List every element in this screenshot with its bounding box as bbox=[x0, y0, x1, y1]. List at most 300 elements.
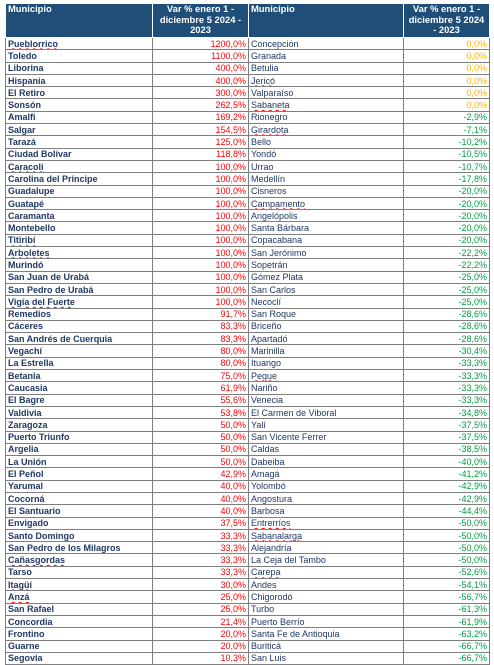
variation-cell bbox=[153, 419, 249, 431]
table-row bbox=[6, 456, 490, 468]
variation-cell bbox=[404, 148, 490, 160]
municipio-cell-text: Valdivia bbox=[8, 407, 42, 418]
variation-cell-text: -33,3% bbox=[458, 395, 487, 406]
header-municipio-2: Municipio bbox=[249, 4, 404, 38]
municipio-cell bbox=[6, 320, 153, 332]
variation-cell bbox=[404, 87, 490, 99]
table-row bbox=[6, 136, 490, 148]
municipio-cell-text: Ituango bbox=[251, 358, 282, 369]
variation-cell bbox=[404, 505, 490, 517]
variation-cell bbox=[404, 591, 490, 603]
municipio-cell-text: Dabeiba bbox=[251, 456, 285, 467]
variation-cell bbox=[153, 234, 249, 246]
municipio-cell-text: Granada bbox=[251, 50, 287, 61]
variation-cell-text: -28,6% bbox=[458, 321, 487, 332]
variation-cell-text: 0,0% bbox=[466, 75, 487, 86]
variation-cell-text: 21,4% bbox=[220, 616, 246, 627]
variation-cell-text: -50,0% bbox=[458, 518, 487, 529]
municipio-cell-text: Chigorodó bbox=[251, 592, 293, 602]
municipio-cell-text: La Estrella bbox=[8, 358, 54, 369]
variation-cell-text: 100,0% bbox=[215, 186, 246, 197]
variation-cell bbox=[404, 99, 490, 111]
municipio-cell-text: Murindó bbox=[8, 259, 44, 270]
variation-cell bbox=[404, 197, 490, 209]
table-row bbox=[6, 431, 490, 443]
municipio-cell-text: Bello bbox=[251, 137, 272, 148]
variation-cell bbox=[153, 406, 249, 418]
variation-cell-text: 100,0% bbox=[215, 296, 246, 307]
variation-cell bbox=[404, 431, 490, 443]
variation-cell-text: 100,0% bbox=[215, 198, 246, 209]
table-row bbox=[6, 124, 490, 136]
variation-cell bbox=[404, 480, 490, 492]
table-row bbox=[6, 406, 490, 418]
variation-cell-text: -20,0% bbox=[458, 235, 487, 246]
header-var-2: Var % enero 1 - diciembre 5 2024 - 2023 bbox=[404, 4, 490, 38]
variation-cell bbox=[153, 492, 249, 504]
variation-cell bbox=[153, 210, 249, 222]
variation-cell-text: 40,0% bbox=[220, 493, 246, 504]
municipio-cell-text: Yondó bbox=[251, 149, 277, 160]
variation-cell bbox=[404, 74, 490, 86]
municipio-cell bbox=[249, 62, 404, 74]
variation-cell bbox=[153, 62, 249, 74]
municipio-cell bbox=[6, 480, 153, 492]
municipio-cell-text: Carepa bbox=[251, 567, 281, 578]
municipio-cell bbox=[6, 628, 153, 640]
variation-cell-text: -20,0% bbox=[458, 210, 487, 221]
municipio-cell-text: El Carmen de Viboral bbox=[251, 407, 337, 418]
variation-cell-text: -41,2% bbox=[458, 469, 487, 480]
municipio-cell bbox=[6, 566, 153, 578]
municipio-cell bbox=[249, 111, 404, 123]
municipio-cell-text: San Jerónimo bbox=[251, 247, 307, 258]
variation-cell-text: 100,0% bbox=[215, 173, 246, 184]
table-row bbox=[6, 234, 490, 246]
table-row bbox=[6, 394, 490, 406]
municipio-cell-text: Entrerríos bbox=[251, 518, 291, 529]
variation-cell bbox=[153, 173, 249, 185]
municipio-cell-text: Vigía del Fuerte bbox=[8, 296, 75, 307]
municipio-cell bbox=[6, 603, 153, 615]
municipio-cell bbox=[249, 529, 404, 541]
municipio-cell bbox=[6, 382, 153, 394]
municipio-cell-text: San Vicente Ferrer bbox=[251, 432, 327, 443]
variation-cell-text: 40,0% bbox=[220, 505, 246, 516]
variation-cell bbox=[404, 271, 490, 283]
municipio-cell bbox=[249, 87, 404, 99]
municipio-cell bbox=[249, 259, 404, 271]
municipio-cell-text: Segovia bbox=[8, 653, 43, 664]
municipio-cell-text: Santo Domingo bbox=[8, 530, 75, 541]
municipio-cell bbox=[249, 603, 404, 615]
municipio-cell-text: Caramanta bbox=[8, 210, 55, 221]
municipio-cell-text: San Pedro de los Milagros bbox=[8, 542, 121, 553]
variation-cell bbox=[153, 283, 249, 295]
table-row bbox=[6, 296, 490, 308]
municipio-cell-text: Tarso bbox=[8, 567, 32, 578]
variation-cell-text: 100,0% bbox=[215, 272, 246, 283]
variation-cell-text: 100,0% bbox=[215, 223, 246, 234]
table-row bbox=[6, 382, 490, 394]
municipio-cell-text: Concordia bbox=[8, 616, 53, 627]
variation-cell-text: -33,3% bbox=[458, 370, 487, 381]
municipio-cell bbox=[249, 579, 404, 591]
variation-cell bbox=[153, 468, 249, 480]
municipality-variation-table bbox=[5, 3, 490, 665]
municipio-cell bbox=[249, 283, 404, 295]
municipio-cell bbox=[249, 554, 404, 566]
municipio-cell-text: San Rafael bbox=[8, 604, 55, 615]
municipio-cell bbox=[6, 210, 153, 222]
municipio-cell bbox=[249, 124, 404, 136]
variation-cell bbox=[404, 492, 490, 504]
table-row bbox=[6, 628, 490, 640]
variation-cell bbox=[153, 87, 249, 99]
variation-cell-text: 40,0% bbox=[220, 481, 246, 492]
municipio-cell-text: San Juan de Urabá bbox=[8, 272, 90, 283]
municipio-cell bbox=[6, 38, 153, 50]
variation-cell-text: -42,9% bbox=[458, 493, 487, 504]
variation-cell bbox=[404, 62, 490, 74]
municipio-cell bbox=[249, 542, 404, 554]
municipio-cell-text: Amalfi bbox=[8, 112, 36, 123]
variation-cell bbox=[153, 259, 249, 271]
municipio-cell bbox=[249, 456, 404, 468]
municipio-cell bbox=[249, 308, 404, 320]
municipio-cell bbox=[249, 431, 404, 443]
table-row bbox=[6, 591, 490, 603]
municipio-cell bbox=[249, 517, 404, 529]
variation-cell bbox=[404, 345, 490, 357]
variation-cell-text: -61,9% bbox=[458, 616, 487, 627]
municipio-cell-text: Hispania bbox=[8, 75, 46, 86]
variation-cell-text: 400,0% bbox=[215, 63, 246, 74]
variation-cell-text: 91,7% bbox=[220, 309, 246, 320]
variation-cell-text: -61,3% bbox=[458, 604, 487, 615]
variation-cell-text: 154,5% bbox=[215, 124, 246, 135]
municipio-cell bbox=[249, 99, 404, 111]
variation-cell bbox=[153, 271, 249, 283]
variation-cell bbox=[404, 222, 490, 234]
municipio-cell-text: Cisneros bbox=[251, 186, 287, 197]
variation-cell bbox=[153, 480, 249, 492]
variation-cell-text: -34,8% bbox=[458, 407, 487, 418]
municipio-cell-text: Betania bbox=[8, 370, 41, 381]
variation-cell bbox=[153, 308, 249, 320]
table-row bbox=[6, 210, 490, 222]
variation-cell-text: -66,7% bbox=[458, 653, 487, 664]
municipio-cell bbox=[6, 431, 153, 443]
variation-cell-text: 83,3% bbox=[220, 321, 246, 332]
table-row bbox=[6, 320, 490, 332]
municipio-cell-text: Liborina bbox=[8, 63, 44, 74]
variation-cell bbox=[153, 333, 249, 345]
table-row bbox=[6, 197, 490, 209]
municipio-cell bbox=[249, 197, 404, 209]
municipio-cell-text: Alejandría bbox=[251, 542, 292, 553]
variation-cell bbox=[404, 615, 490, 627]
municipio-cell bbox=[6, 74, 153, 86]
variation-cell-text: 53,8% bbox=[220, 407, 246, 418]
table-row bbox=[6, 62, 490, 74]
municipio-cell-text: Venecia bbox=[251, 395, 284, 406]
variation-cell bbox=[404, 443, 490, 455]
table-row bbox=[6, 38, 490, 50]
variation-cell bbox=[153, 222, 249, 234]
variation-cell-text: -50,0% bbox=[458, 555, 487, 566]
municipio-cell bbox=[6, 591, 153, 603]
municipio-cell-text: Pueblorrico bbox=[8, 38, 59, 49]
municipio-cell bbox=[249, 333, 404, 345]
municipio-cell bbox=[6, 357, 153, 369]
municipio-cell-text: El Retiro bbox=[8, 87, 46, 98]
variation-cell-text: 125,0% bbox=[215, 137, 246, 148]
variation-cell-text: -40,0% bbox=[458, 456, 487, 467]
municipio-cell-text: Angostura bbox=[251, 493, 293, 504]
variation-cell bbox=[153, 591, 249, 603]
variation-cell bbox=[404, 357, 490, 369]
municipio-cell-text: Sabaneta bbox=[251, 100, 290, 111]
municipio-cell-text: La Unión bbox=[8, 456, 47, 467]
municipio-cell bbox=[6, 197, 153, 209]
table-row bbox=[6, 603, 490, 615]
variation-cell-text: -25,0% bbox=[458, 284, 487, 295]
municipio-cell bbox=[6, 124, 153, 136]
variation-cell bbox=[404, 124, 490, 136]
variation-cell-text: 83,3% bbox=[220, 333, 246, 344]
municipio-cell bbox=[6, 111, 153, 123]
municipio-cell-text: Amagá bbox=[251, 469, 280, 480]
variation-cell bbox=[153, 566, 249, 578]
municipio-cell bbox=[6, 185, 153, 197]
municipio-cell-text: Yarumal bbox=[8, 481, 44, 492]
municipio-cell bbox=[6, 87, 153, 99]
variation-cell bbox=[153, 456, 249, 468]
variation-cell bbox=[153, 148, 249, 160]
variation-cell-text: 100,0% bbox=[215, 235, 246, 246]
municipio-cell bbox=[6, 308, 153, 320]
municipio-cell-text: Sopetrán bbox=[251, 259, 288, 270]
variation-cell bbox=[153, 603, 249, 615]
municipio-cell-text: San Carlos bbox=[251, 284, 296, 295]
variation-cell bbox=[404, 419, 490, 431]
variation-cell bbox=[153, 111, 249, 123]
variation-cell bbox=[404, 173, 490, 185]
variation-cell-text: 55,6% bbox=[220, 395, 246, 406]
variation-cell bbox=[404, 259, 490, 271]
variation-cell-text: -10,5% bbox=[458, 149, 487, 160]
table-row bbox=[6, 308, 490, 320]
variation-cell-text: -50,0% bbox=[458, 542, 487, 553]
variation-cell-text: 61,9% bbox=[220, 382, 246, 393]
variation-cell bbox=[153, 579, 249, 591]
municipio-cell bbox=[6, 456, 153, 468]
municipio-cell-text: Caldas bbox=[251, 444, 280, 455]
variation-cell bbox=[153, 640, 249, 652]
variation-cell-text: -25,0% bbox=[458, 296, 487, 307]
variation-cell bbox=[153, 652, 249, 664]
table-row bbox=[6, 333, 490, 345]
table-row bbox=[6, 283, 490, 295]
variation-cell-text: 300,0% bbox=[215, 87, 246, 98]
municipio-cell bbox=[249, 296, 404, 308]
variation-cell-text: -17,8% bbox=[458, 173, 487, 184]
variation-cell-text: -7,1% bbox=[463, 124, 487, 135]
municipio-cell-text: Puerto Triunfo bbox=[8, 432, 70, 443]
table-row bbox=[6, 652, 490, 664]
municipio-cell-text: Marinilla bbox=[251, 346, 285, 357]
municipio-cell bbox=[6, 247, 153, 259]
variation-cell bbox=[153, 160, 249, 172]
municipio-cell-text: Sabanalarga bbox=[251, 530, 303, 541]
municipio-cell-text: Montebello bbox=[8, 223, 56, 234]
municipio-cell bbox=[6, 554, 153, 566]
variation-cell-text: -42,9% bbox=[458, 481, 487, 492]
municipio-cell-text: San Pedro de Urabá bbox=[8, 284, 94, 295]
variation-cell bbox=[153, 370, 249, 382]
municipio-cell-text: Campamento bbox=[251, 198, 306, 209]
variation-cell-text: -25,0% bbox=[458, 272, 487, 283]
variation-cell bbox=[404, 136, 490, 148]
municipio-cell-text: Guatapé bbox=[8, 198, 45, 209]
municipio-cell bbox=[249, 394, 404, 406]
municipio-cell bbox=[249, 628, 404, 640]
table-row bbox=[6, 370, 490, 382]
variation-cell bbox=[404, 566, 490, 578]
municipio-cell bbox=[6, 615, 153, 627]
municipio-cell-text: Apartadó bbox=[251, 333, 288, 344]
municipio-cell bbox=[6, 492, 153, 504]
municipio-cell-text: Barbosa bbox=[251, 505, 285, 516]
variation-cell-text: 1100,0% bbox=[211, 50, 246, 61]
municipio-cell bbox=[249, 468, 404, 480]
variation-cell-text: 0,0% bbox=[466, 100, 487, 111]
municipio-cell-text: Santa Bárbara bbox=[251, 223, 310, 234]
municipio-cell-text: Urrao bbox=[251, 161, 274, 172]
variation-cell-text: -44,4% bbox=[458, 505, 487, 516]
variation-cell bbox=[153, 628, 249, 640]
municipio-cell bbox=[249, 640, 404, 652]
variation-cell-text: -22,2% bbox=[458, 247, 487, 258]
municipio-cell-text: Buriticá bbox=[251, 641, 282, 652]
table-row bbox=[6, 247, 490, 259]
municipio-cell-text: Arboletes bbox=[8, 247, 50, 258]
municipio-cell bbox=[6, 579, 153, 591]
municipio-cell bbox=[6, 62, 153, 74]
municipio-cell bbox=[6, 160, 153, 172]
variation-cell-text: 25,0% bbox=[220, 592, 246, 602]
variation-cell bbox=[153, 431, 249, 443]
table-row bbox=[6, 554, 490, 566]
municipio-cell-text: Carolina del Príncipe bbox=[8, 173, 98, 184]
municipio-cell bbox=[249, 382, 404, 394]
variation-cell-text: -33,3% bbox=[458, 382, 487, 393]
variation-cell-text: -28,6% bbox=[458, 333, 487, 344]
municipio-cell-text: Puerto Berrío bbox=[251, 616, 305, 627]
variation-cell bbox=[153, 357, 249, 369]
variation-cell bbox=[153, 185, 249, 197]
variation-cell bbox=[404, 160, 490, 172]
variation-cell bbox=[153, 443, 249, 455]
variation-cell bbox=[404, 234, 490, 246]
variation-cell bbox=[404, 283, 490, 295]
variation-cell-text: -20,0% bbox=[458, 186, 487, 197]
municipio-cell-text: Copacabana bbox=[251, 235, 303, 246]
municipio-cell bbox=[6, 529, 153, 541]
variation-cell-text: 0,0% bbox=[466, 38, 487, 49]
variation-cell-text: 30,0% bbox=[220, 579, 246, 590]
variation-cell bbox=[404, 333, 490, 345]
municipio-cell bbox=[249, 652, 404, 664]
municipio-cell bbox=[6, 136, 153, 148]
variation-cell bbox=[404, 50, 490, 62]
table-row bbox=[6, 74, 490, 86]
municipio-cell bbox=[249, 615, 404, 627]
municipio-cell-text: Cáceres bbox=[8, 321, 44, 332]
header-municipio-1: Municipio bbox=[6, 4, 153, 38]
variation-cell-text: 100,0% bbox=[215, 247, 246, 258]
municipio-cell-text: Nariño bbox=[251, 382, 278, 393]
variation-cell-text: 33,3% bbox=[220, 542, 246, 553]
municipio-cell-text: Anzá bbox=[8, 592, 30, 602]
variation-cell-text: -63,2% bbox=[458, 628, 487, 639]
variation-cell-text: 400,0% bbox=[215, 75, 246, 86]
variation-cell bbox=[404, 517, 490, 529]
municipio-cell bbox=[6, 517, 153, 529]
variation-cell bbox=[153, 38, 249, 50]
variation-cell bbox=[404, 296, 490, 308]
table-row bbox=[6, 357, 490, 369]
variation-cell bbox=[153, 529, 249, 541]
municipio-cell bbox=[249, 173, 404, 185]
table-row bbox=[6, 148, 490, 160]
table-row bbox=[6, 492, 490, 504]
variation-cell-text: -10,2% bbox=[458, 137, 487, 148]
municipio-cell-text: Guarne bbox=[8, 641, 40, 652]
variation-cell bbox=[404, 456, 490, 468]
municipio-cell bbox=[249, 234, 404, 246]
municipio-cell-text: Cocorná bbox=[8, 493, 45, 504]
municipio-cell-text: Itagüí bbox=[8, 579, 32, 590]
variation-cell-text: -33,3% bbox=[458, 358, 487, 369]
variation-cell-text: 50,0% bbox=[220, 444, 246, 455]
municipio-cell-text: Remedios bbox=[8, 309, 52, 320]
variation-cell-text: 0,0% bbox=[466, 50, 487, 61]
municipio-cell-text: Concepción bbox=[251, 38, 299, 49]
municipio-cell-text: San Roque bbox=[251, 309, 297, 320]
variation-cell-text: 75,0% bbox=[220, 370, 246, 381]
table-row bbox=[6, 505, 490, 517]
municipio-cell-text: Ciudad Bolívar bbox=[8, 149, 72, 160]
variation-cell-text: -50,0% bbox=[458, 530, 487, 541]
variation-cell bbox=[404, 542, 490, 554]
variation-cell bbox=[404, 382, 490, 394]
municipio-cell-text: Rionegro bbox=[251, 112, 288, 123]
municipio-cell bbox=[6, 259, 153, 271]
municipio-cell bbox=[249, 566, 404, 578]
variation-cell-text: 42,9% bbox=[220, 469, 246, 480]
variation-cell bbox=[404, 468, 490, 480]
municipio-cell bbox=[6, 99, 153, 111]
table-header-row bbox=[6, 4, 490, 38]
variation-cell bbox=[153, 197, 249, 209]
table-row bbox=[6, 87, 490, 99]
municipio-cell bbox=[249, 443, 404, 455]
variation-cell bbox=[404, 394, 490, 406]
municipio-cell-text: Medellín bbox=[251, 173, 286, 184]
municipio-cell-text: San Luis bbox=[251, 653, 287, 664]
